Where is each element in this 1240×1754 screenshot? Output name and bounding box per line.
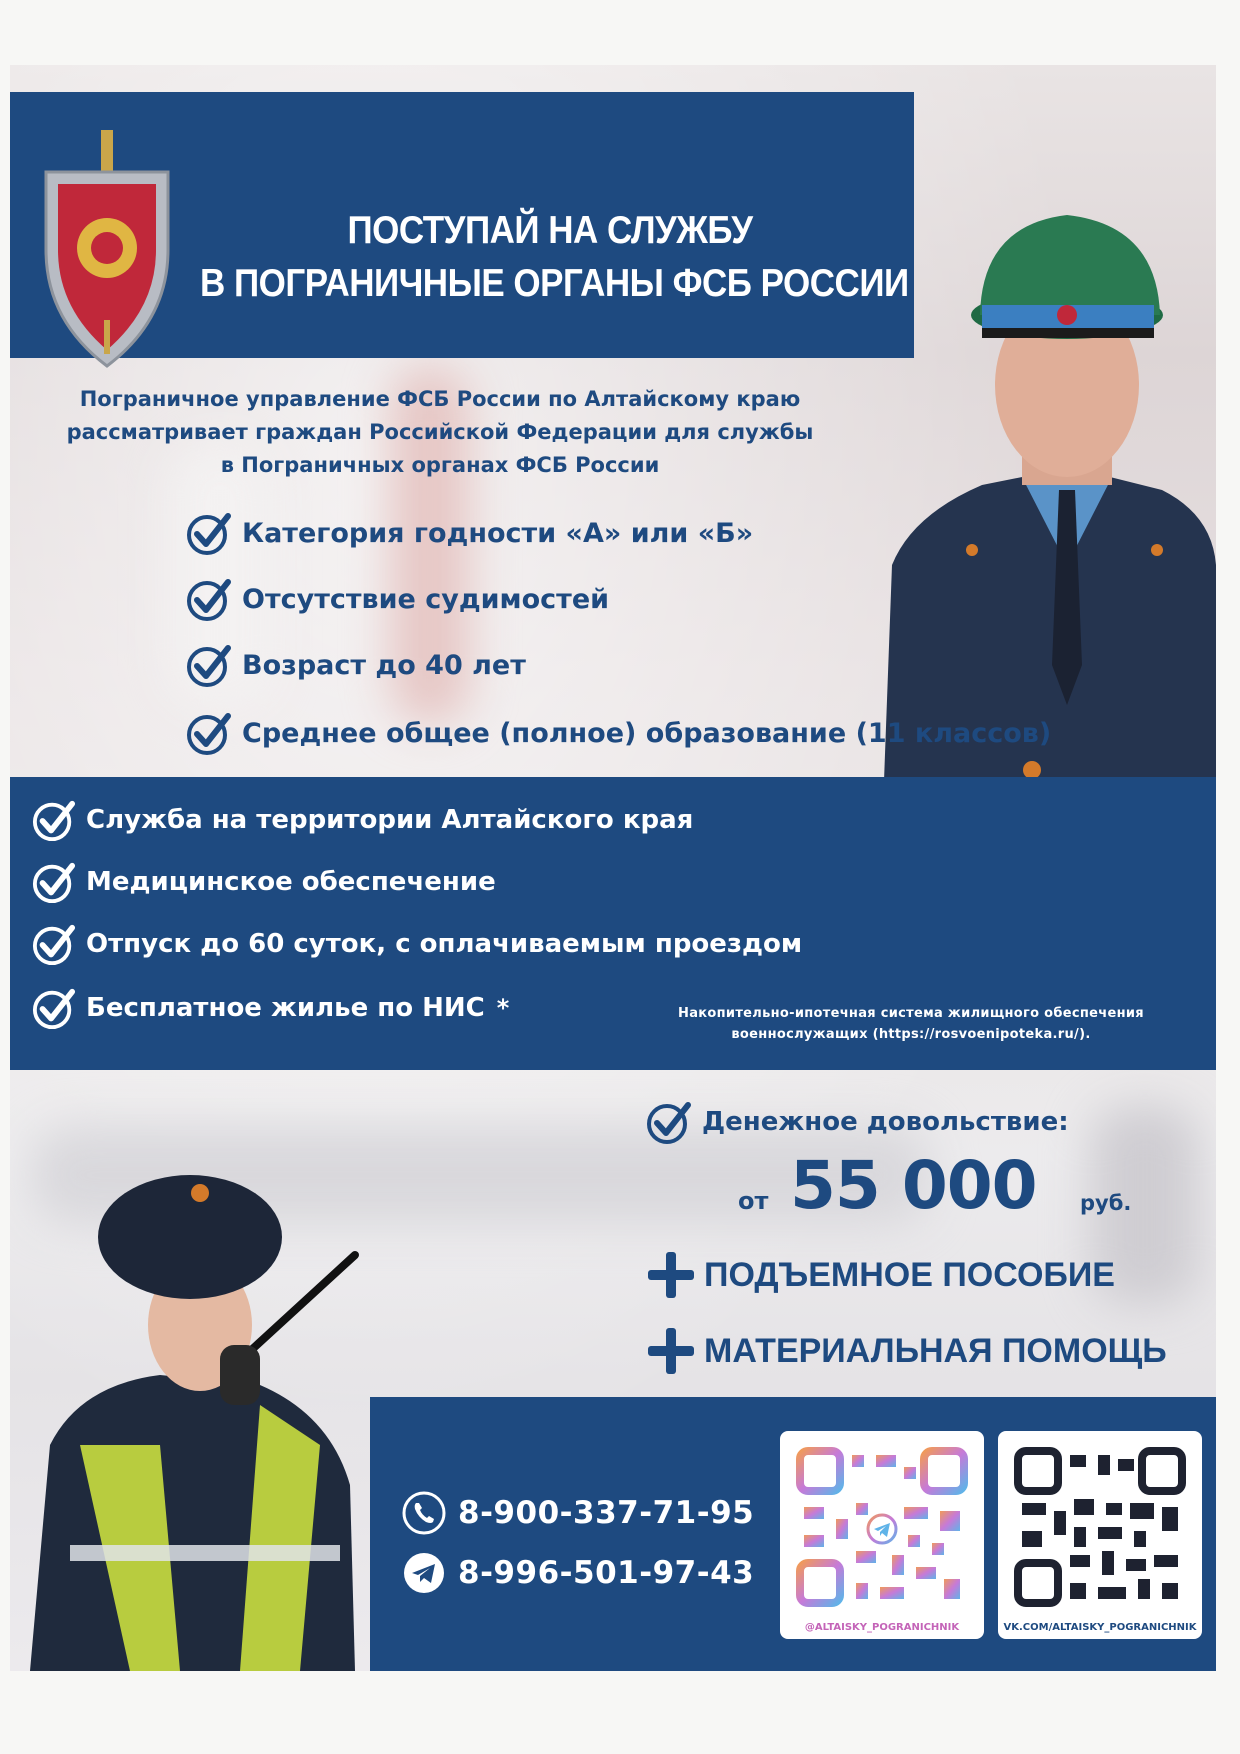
intro-line3: в Пограничных органах ФСБ России bbox=[220, 453, 660, 477]
requirement-item bbox=[186, 505, 753, 561]
pay-title bbox=[646, 1095, 1069, 1149]
requirement-label: Возраст до 40 лет bbox=[242, 649, 526, 681]
check-icon bbox=[646, 1099, 692, 1145]
phone-number[interactable]: 8-900-337-71-95 bbox=[458, 1495, 755, 1531]
check-icon bbox=[186, 576, 232, 622]
benefit-label: Отпуск до 60 суток, с оплачиваемым проездом bbox=[86, 929, 803, 959]
telegram-qr-caption: @ALTAISKY_POGRANICHNIK bbox=[804, 1622, 960, 1633]
check-icon bbox=[186, 710, 232, 756]
header-banner bbox=[10, 92, 914, 358]
telegram-row bbox=[402, 1549, 754, 1597]
requirement-item bbox=[186, 637, 526, 693]
vk-qr-icon bbox=[1014, 1447, 1186, 1607]
extra-item bbox=[646, 1245, 1115, 1305]
headline-line1: ПОСТУПАЙ НА СЛУЖБУ bbox=[347, 208, 753, 253]
phone-row bbox=[402, 1489, 754, 1537]
extra-label: МАТЕРИАЛЬНАЯ ПОМОЩЬ bbox=[704, 1331, 1167, 1370]
check-icon bbox=[186, 510, 232, 556]
intro-text bbox=[40, 383, 840, 482]
vk-qr-caption: VK.COM/ALTAISKY_POGRANICHNIK bbox=[1003, 1622, 1197, 1633]
pay-title-label: Денежное довольствие: bbox=[702, 1107, 1069, 1137]
footnote-line1: Накопительно-ипотечная система жилищного обеспечения bbox=[678, 1006, 1144, 1021]
benefit-item bbox=[32, 793, 693, 847]
requirement-item bbox=[186, 571, 609, 627]
check-icon bbox=[32, 986, 76, 1030]
vk-qr-card[interactable] bbox=[998, 1431, 1202, 1639]
footnote-star: * bbox=[496, 994, 510, 1022]
headline-line2: В ПОГРАНИЧНЫЕ ОРГАНЫ ФСБ РОССИИ bbox=[200, 261, 909, 305]
plus-icon bbox=[646, 1250, 696, 1300]
requirement-label: Категория годности «А» или «Б» bbox=[242, 517, 754, 549]
headline bbox=[200, 204, 909, 309]
extra-label: ПОДЪЕМНОЕ ПОСОБИЕ bbox=[704, 1255, 1115, 1294]
footnote bbox=[616, 1003, 1206, 1045]
benefit-label: Служба на территории Алтайского края bbox=[86, 805, 694, 835]
recruitment-poster bbox=[10, 65, 1216, 1671]
check-icon bbox=[186, 642, 232, 688]
intro-line2: рассматривает граждан Российской Федерации для службы bbox=[66, 420, 814, 444]
extra-item bbox=[646, 1321, 1167, 1381]
plus-icon bbox=[646, 1326, 696, 1376]
contact-panel bbox=[370, 1397, 1216, 1671]
phone-icon bbox=[402, 1491, 446, 1535]
pay-number: 55 000 bbox=[790, 1147, 1037, 1224]
telegram-qr-icon bbox=[796, 1447, 968, 1607]
requirement-label: Среднее общее (полное) образование (11 классов) bbox=[242, 717, 1052, 749]
pay-from: от bbox=[738, 1187, 769, 1215]
telegram-number[interactable]: 8-996-501-97-43 bbox=[458, 1555, 755, 1591]
pay-amount bbox=[738, 1147, 1138, 1233]
benefit-label: Бесплатное жилье по НИС bbox=[86, 993, 485, 1023]
check-icon bbox=[32, 798, 76, 842]
requirement-label: Отсутствие судимостей bbox=[242, 583, 610, 615]
benefit-item bbox=[32, 855, 496, 909]
telegram-icon bbox=[402, 1551, 446, 1595]
footnote-line2: военнослужащих (https://rosvoenipoteka.ru/). bbox=[731, 1027, 1091, 1042]
benefit-item bbox=[32, 981, 509, 1035]
check-icon bbox=[32, 860, 76, 904]
female-officer-photo bbox=[10, 1145, 370, 1671]
check-icon bbox=[32, 922, 76, 966]
intro-line1: Пограничное управление ФСБ России по Алтайскому краю bbox=[79, 387, 801, 411]
pay-currency: руб. bbox=[1080, 1191, 1132, 1215]
fsb-emblem-icon bbox=[38, 130, 176, 370]
telegram-qr-card[interactable] bbox=[780, 1431, 984, 1639]
benefit-label: Медицинское обеспечение bbox=[86, 867, 496, 897]
requirement-item bbox=[186, 705, 1051, 761]
benefit-item bbox=[32, 917, 802, 971]
